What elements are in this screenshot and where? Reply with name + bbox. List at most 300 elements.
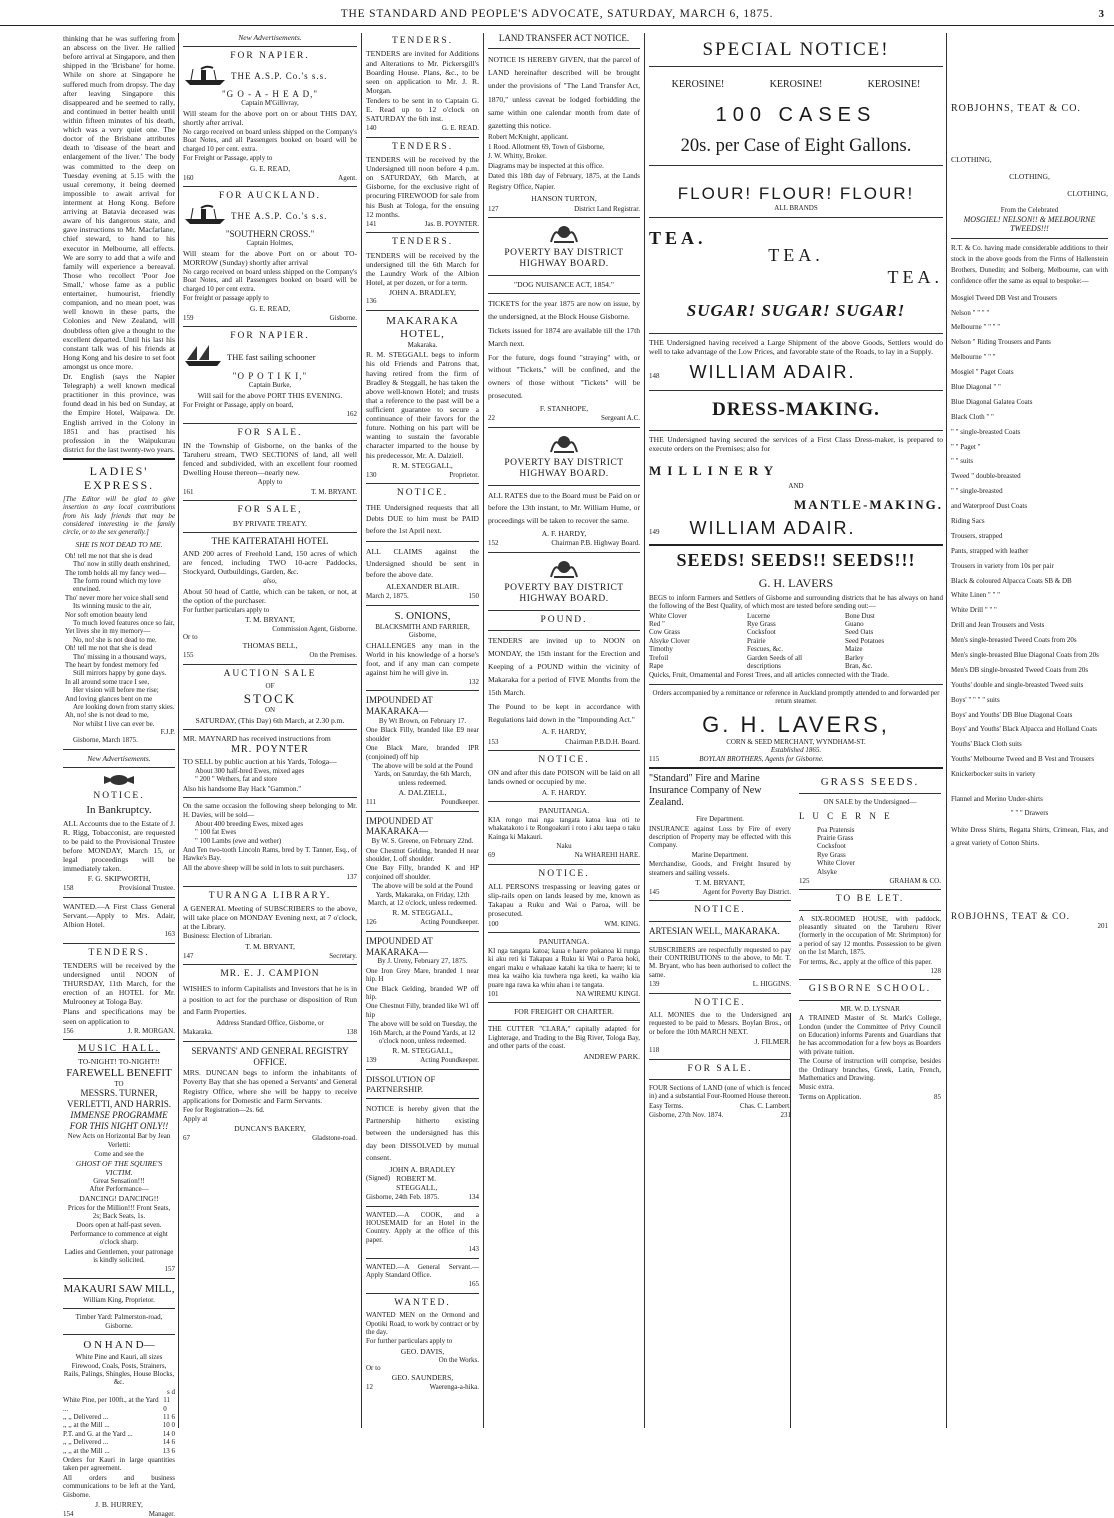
ad-text: WANTED MEN on the Ormond and Opotiki Road, to work by contract or by the day. [366, 1311, 479, 1336]
ad-number: 137 [346, 873, 357, 882]
list-item: Melbourne " " " [951, 353, 996, 362]
ad-number: 156 [63, 1026, 74, 1035]
schooner-icon [183, 344, 223, 370]
ad-role: Poundkeeper. [441, 798, 479, 807]
ad-role: Secretary. [329, 951, 357, 960]
ad-number: 69 [488, 851, 495, 860]
ad-line: " 100 Lambs (ewe and wether) [195, 836, 282, 845]
ad-signature: F. G. SKIPWORTH, [87, 874, 151, 884]
ad-text: BEGS to inform Farmers and Settlers of Gisborne and surrounding districts that he has always on hand the following of the Best Quality, of which most are tested before sending out:— [649, 593, 943, 611]
ad-line: STOCK [243, 690, 297, 706]
ad-text: One Chestnut Filly, branded like W1 off hip [366, 1002, 479, 1019]
ad-heading: MR. E. J. CAMPION [220, 969, 320, 980]
ad-heading: FOR SALE. [687, 1063, 753, 1074]
list-item: Blue Diagonal " " [951, 383, 1001, 391]
price-row: s d [167, 1387, 175, 1396]
grass-item: Prairie Grass [817, 833, 854, 842]
ad-role: Chairman P.B. Highway Board. [551, 539, 640, 548]
seed-item: Rye Grass [747, 620, 776, 629]
ad-line: FLOUR! FLOUR! FLOUR! [677, 183, 915, 203]
poem-line: Ah, no! she is not dead to me, [65, 711, 149, 720]
column-3 [363, 33, 482, 1428]
ad-number: 149 [649, 528, 660, 537]
ad-role: Provisional Trustee. [118, 884, 175, 893]
ad-signature: G. E. READ, [249, 303, 291, 313]
ad-text: A TRAINED Master of St. Mark's College, London (under the Committee of Privy Council on Education) informs Parents and Guardians that he has accommodation for a few boys as Boarders with private tuition. [799, 1014, 941, 1056]
ad-signature: WILLIAM ADAIR. [689, 518, 856, 539]
ad-text: For Freight or Passage, apply on board, [183, 400, 294, 409]
list-item: Mosgiel " Paget Coats [951, 368, 1014, 377]
ad-text: AND 200 acres of Freehold Land, 150 acres of which are fenced, including TWO 10-acre Paddocks, Stockyard, Outbuildings, Garden, &c. [183, 549, 357, 577]
ad-role: Acting Poundkeeper. [420, 1056, 479, 1065]
ad-text: Tenders to be sent in to Captain G. E. Read up to 12 o'clock on SATURDAY the 6th inst. [366, 95, 479, 124]
seed-item: Prairie [747, 636, 766, 645]
ad-line: Captain Burke, [248, 381, 292, 390]
ad-text: No cargo received on board unless shipped on the Company's Boat Notes, and all Passengers booked on board will be charged 10 per cent extra. [183, 267, 357, 293]
ad-line: " 200 " Wethers, fat and store [195, 775, 278, 784]
price-row: P.T. and G. at the Yard ... 14 0 [63, 1429, 175, 1438]
ad-text: TENDERS are invited for Additions and Alterations to Mr. Pickersgill's Boarding House. Plans, &c., to be seen on application to Mr. J. R. Morgan. [366, 49, 479, 95]
price-row: ,, ,, at the Mill ... 10 0 [63, 1421, 175, 1430]
page-number: 3 [1098, 8, 1104, 20]
ad-signature: DUNCAN'S BAKERY, [234, 1123, 306, 1133]
ad-text: IN the Township of Gisborne, on the banks of the Taruheru stream, TWO SECTIONS of land, all well fenced and subdivided, with an excellent four roomed Dwelling House thereon—nearly new. [183, 441, 357, 478]
ad-text: ALL RATES due to the Board must be Paid on or before the 13th instant, to Mr. William Hume, or proceedings will be taken to recover the same. [488, 490, 640, 526]
ad-text: One Chestnut Gelding, branded H near shoulder, L off shoulder. [366, 846, 479, 863]
ad-text: All the above sheep will be sold in lots to suit purchasers. [183, 863, 345, 872]
ad-text: Dated this 18th day of February, 1875, at the Lands Registry Office, Napier. [488, 172, 640, 192]
ad-line: Terms on Application. [799, 1092, 862, 1101]
ad-line: BLACKSMITH AND FARRIER, [375, 622, 470, 631]
ad-line: POUND. [540, 614, 588, 625]
ad-line: By J. Ureny, February 27, 1875. [377, 957, 468, 966]
ad-line: Marine Department. [691, 850, 749, 859]
ad-number: 136 [366, 297, 377, 306]
editor-note: [The Editor will be glad to give insertion to any local contributions from his lady friends that may be considered interesting in the family circle, or to the sex generally.] [63, 494, 175, 537]
masthead [0, 6, 1114, 26]
ad-number: 134 [468, 1193, 479, 1202]
ad-line: Gisborne, [408, 631, 437, 640]
ad-signature: L. HIGGINS. [752, 980, 791, 989]
ad-heading: TENDERS. [391, 237, 454, 248]
seed-item: Timothy [649, 645, 673, 654]
ad-line: AND [788, 482, 804, 491]
ad-line: THE A.S.P. Co.'s s.s. [231, 211, 328, 222]
ad-heading: WANTED. [394, 1297, 451, 1308]
clothing-list [951, 294, 1108, 779]
list-item: Boys' and Youths' Black Alpacca and Holland Coats [951, 725, 1098, 734]
ad-number: 231 [780, 1111, 791, 1120]
ad-text: And Ten two-tooth Lincoln Rams, bred by T. Tanner, Esq., of Hawke's Bay. [183, 846, 357, 863]
ad-line: Captain Holmes, [246, 239, 294, 248]
ad-heading: GRASS SEEDS. [820, 776, 920, 789]
ad-number: 132 [468, 678, 479, 686]
ad-line: CLOTHING, [1009, 172, 1050, 182]
ad-number: 157 [164, 1265, 175, 1274]
ad-heading: MAKARAKA HOTEL, [386, 314, 459, 340]
ad-text: J. W. Whitty, Broker. [488, 152, 547, 161]
ad-text: A GENERAL Meeting of SUBSCRIBERS to the above, will take place on MONDAY Evening next, at 7 o'clock, at the Library. [183, 904, 357, 932]
ad-text: For further particulars apply to [183, 606, 270, 615]
ad-heading: ROBJOHNS, TEAT & CO. [951, 103, 1081, 114]
ad-text: On the same occasion the following sheep belonging to Mr. H. Davies, will be sold— [183, 802, 357, 819]
ad-line: Great Sensation!!! [93, 1176, 145, 1185]
seed-item: Bone Dust [845, 611, 875, 620]
ad-heading: NOTICE. [538, 754, 590, 765]
ad-number: 138 [346, 1028, 357, 1037]
ad-line: About 400 breeding Ewes, mixed ages [195, 819, 304, 828]
ad-text: A SIX-ROOMED HOUSE, with paddock, pleasantly situated on the Taruheru River (formerly in the occupation of Mr. Shrimpton) for a period of say 12 months. Possession to be given on the 1st March, 1875. [799, 914, 941, 957]
ad-text: One Bay Filly, branded K and HP conjoined off shoulder. [366, 864, 479, 881]
ad-text: MRS. DUNCAN begs to inform the inhabitants of Poverty Bay that she has opened a Servants' and General Registry Office, where she will be happy to receive applications for Domestic and Farm Servants. [183, 1068, 357, 1105]
masthead-title: THE STANDARD AND PEOPLE'S ADVOCATE, SATURDAY, MARCH 6, 1875. [340, 8, 774, 20]
ad-text: One Black Mare, branded IPR (conjoined) off hip [366, 744, 479, 761]
ad-number: 115 [649, 754, 660, 763]
ad-text: ON and after this date POISON will be laid on all lands owned or occupied by me. [488, 768, 640, 787]
ad-line: OF [265, 682, 275, 691]
ad-line: About 300 half-bred Ewes, mixed ages [195, 766, 305, 775]
seed-item: White Clover [649, 611, 687, 620]
ad-signature: HANSON TURTON, [531, 194, 597, 204]
list-item: Men's DB single-breasted Tweed Coats from 20s [951, 665, 1089, 674]
ad-heading: POVERTY BAY DISTRICT HIGHWAY BOARD. [504, 248, 624, 270]
poem-line: Tho' now in stilly death enshrined, [73, 560, 170, 569]
ad-signature: R. M. STEGGALL, [392, 460, 453, 470]
poem-line: Are looking down from starry skies. [73, 702, 175, 711]
ad-text: THE Undersigned having received a Large Shipment of the above Goods, Settlers would do well to take advantage of the Low Prices, and favorable state of the Roads, to lay in a Supply. [649, 337, 943, 357]
ad-text: The above will be sold at the Pound Yards, Makaraka, on Friday, 12th March, at 12 o'clock, unless redeemed. [368, 882, 477, 907]
ad-heading: MUSIC HALL. [77, 1044, 161, 1055]
ad-heading: TURANGA LIBRARY. [208, 890, 332, 901]
ad-number: 158 [63, 884, 74, 893]
section-heading: LADIES' EXPRESS. [83, 464, 155, 493]
list-item: " " Paget " [951, 442, 981, 451]
ad-heading: FOR SALE. [237, 427, 303, 438]
ad-signature: R. M. STEGGALL, [392, 908, 453, 918]
ad-role: On the Works. [438, 1355, 479, 1364]
column-6 [948, 33, 1114, 1428]
kerosine-label: KEROSINE! [769, 78, 823, 90]
list-item: White Linen " " " [951, 591, 1001, 600]
ad-number: 145 [649, 888, 660, 897]
ad-number: 139 [649, 980, 660, 989]
ad-signature: GEO. SAUNDERS, [391, 1372, 454, 1382]
ad-text: One Black Gelding, branded WP off hip. [366, 984, 479, 1001]
ad-signature: ROBJOHNS, TEAT & CO. [951, 911, 1070, 922]
ad-text: NOTICE is hereby given that the Partnership hitherto existing between the undersigned has this day been DISSOLVED by mutual consent. [366, 1104, 479, 1162]
list-item: Trousers, strapped [951, 531, 1003, 540]
list-item: Riding Sacs [951, 517, 985, 526]
ad-number: 101 [488, 989, 499, 998]
ad-number: 150 [468, 592, 479, 601]
list-item: Trousers in variety from 10s per pair [951, 561, 1054, 570]
ad-signature: G. E. READ. [441, 124, 479, 133]
price-row: ,, ,, Delivered ... 11 6 [63, 1413, 175, 1422]
ad-heading: NOTICE. [93, 791, 145, 802]
ad-signature: WM. KING. [604, 919, 640, 928]
ad-signature: JOHN A. BRADLEY, [389, 288, 456, 298]
ad-text: KI nga tangata katoa; kaua e haere pokanoa ki runga ki aku reti ki Takapau a Ruku ki Wai o Paroa hoki, engari maku e whakaae katahi ka tika te haere; ki te mea ka waiho kia tuwhera nga keeti, ka waiho kia puare nga rawa ka whiu ahau i te tangata. [488, 947, 640, 989]
ad-number: 141 [366, 219, 377, 228]
ad-number: 139 [366, 1056, 377, 1065]
ad-text: All orders and business communications to be left at the Yard, Gisborne. [63, 1473, 175, 1499]
seed-item: Seed Potatoes [845, 636, 885, 645]
ad-line: 100 CASES [715, 103, 877, 126]
ad-line: DANCING! DANCING!! [79, 1193, 159, 1203]
list-item: " " single-breasted [951, 487, 1003, 496]
ad-heading: G. H. LAVERS, [702, 711, 890, 737]
ad-line: William King, Proprietor. [83, 1295, 155, 1304]
ad-line: CLOTHING, [1067, 189, 1108, 199]
ad-role: Acting Poundkeeper. [420, 918, 479, 927]
ad-text: Orders accompanied by a remittance or reference in Auckland promptly attended to and forwarded per return steamer. [652, 688, 940, 706]
ad-text: FOUR Sections of LAND (one of which is fenced in) and a substantial Four-Roomed House thereon. [649, 1084, 791, 1101]
ad-number: 147 [183, 951, 194, 960]
ad-signature: ALEXANDER BLAIR. [386, 582, 459, 592]
ad-text: WANTED.—A COOK, and a HOUSEMAID for an Hotel in the Country. Apply at the office of this paper. [366, 1210, 479, 1244]
list-item: Nelson " Riding Trousers and Pants [951, 338, 1051, 347]
ad-heading: LAND TRANSFER ACT NOTICE. [498, 33, 630, 43]
ad-number: 12 [366, 1382, 373, 1391]
ad-text: THE CUTTER "CLARA," capitally adapted for Lighterage, and Trading to the Big River, Tologa Bay, and other parts of the coast. [488, 1025, 640, 1051]
ad-heading: IMPOUNDED AT MAKARAKA— [366, 695, 433, 717]
steamship-icon [183, 204, 227, 228]
ad-line: THE fast sailing schooner [227, 352, 316, 363]
price-row: ,, ,, Delivered ... 14 6 [63, 1438, 175, 1447]
poem-line: The heart by fondest memory fed [65, 660, 159, 669]
ad-line: Captain M'Gillivray, [241, 99, 299, 108]
ad-line: Established 1865. [770, 746, 822, 755]
poem-line: Still mirrors happy by gone days. [73, 669, 167, 678]
list-item: Tweed " double-breasted [951, 472, 1021, 481]
ad-signature: THOMAS BELL, [242, 641, 298, 651]
ad-heading: POVERTY BAY DISTRICT HIGHWAY BOARD. [504, 582, 624, 605]
ad-text: ALL CLAIMS against the Undersigned should be sent in before the above date. [366, 546, 479, 580]
poem-line: And loving glances bent on me [65, 694, 153, 703]
ad-signature: J. R. MORGAN. [127, 1026, 175, 1035]
ad-line: MOSGIEL! NELSON!! & MELBOURNE TWEEDS!!! [963, 214, 1096, 234]
ad-role: Commission Agent, Gisborne. [272, 624, 357, 633]
ad-heading: TENDERS. [391, 36, 454, 46]
ad-line: TEA. [887, 266, 943, 287]
ad-heading: DISSOLUTION OF PARTNERSHIP. [366, 1073, 436, 1095]
list-item: Black & coloured Alpacca Coats SB & DB [951, 576, 1072, 585]
ad-role: Gisborne. [329, 313, 357, 322]
ad-signature: Chas. C. Lambert. [739, 1101, 791, 1110]
poem-line: The form round which my love entwined. [73, 577, 161, 594]
ad-line: FAREWELL BENEFIT [66, 1066, 172, 1079]
ad-number: 201 [1097, 922, 1108, 931]
poem-line: Its winning music to the air, [73, 602, 152, 611]
ad-heading: NOTICE. [396, 488, 449, 499]
ad-line: TEA. [768, 245, 824, 266]
ad-text: One Black Filly, branded like E9 near shoulder [366, 726, 479, 743]
ad-signature: J. FILMER. [754, 1037, 791, 1047]
ad-text: For the future, dogs found "straying" with, or without "Tickets," will be confined, and the owners of those without "Tickets" will be prosecuted. [488, 352, 640, 401]
ad-text: Fee for Registration—2s. 6d. [183, 1105, 265, 1114]
ad-signature: G. E. READ, [249, 163, 291, 173]
section-label: New Advertisements. [87, 753, 151, 763]
ad-signature: T. M. BRYANT. [311, 487, 357, 496]
list-item: and Waterproof Dust Coats [951, 502, 1028, 511]
list-item: " " suits [951, 457, 974, 466]
ad-line: ON SALE by the Undersigned— [823, 798, 917, 807]
ad-signature: ANDREW PARK. [583, 1051, 640, 1061]
list-item: Melbourne " " " " [951, 323, 1001, 332]
ad-number: 152 [488, 539, 499, 548]
ad-signature: JOHN A. BRADLEY [389, 1164, 456, 1174]
ad-heading: NOTICE. [694, 997, 746, 1008]
ad-text: Address Standard Office, Gisborne, or [216, 1018, 324, 1027]
ad-role: On the Premises. [309, 651, 357, 660]
grass-item: Alsyke [817, 867, 837, 876]
ad-heading: MAKAURI SAW MILL, [63, 1282, 175, 1295]
ad-text: TICKETS for the year 1875 are now on issue, by the undersigned, at the Block House Gisborne. [488, 298, 640, 321]
ad-text: CHALLENGES any man in the World in his knowledge of a horse's foot, and if any man can compete against him he will give in. [366, 640, 479, 677]
seed-item: Barley [845, 653, 864, 662]
ad-line: IMMENSE PROGRAMME FOR THIS NIGHT ONLY!! [69, 1109, 169, 1131]
ad-line: THE KAITERATAHI HOTEL [211, 536, 329, 547]
ad-signature: A. F. HARDY, [541, 727, 587, 737]
ad-number: 154 [63, 1510, 74, 1518]
seed-item: Cocksfoot [747, 628, 776, 637]
ad-signature: WILLIAM ADAIR. [689, 362, 856, 383]
ad-heading: S. ONIONS, [394, 609, 451, 622]
kerosine-label: KEROSINE! [671, 78, 725, 90]
ad-heading: SEEDS! SEEDS!! SEEDS!!! [676, 549, 916, 570]
grass-item: White Clover [817, 859, 855, 868]
ad-line: L U C E R N E [799, 810, 893, 821]
ad-text: THE Undersigned requests that all Debts DUE to him must be PAID before the 1st April next. [366, 502, 479, 536]
seed-item: Trefoil [649, 653, 669, 662]
ad-number: 143 [468, 1245, 479, 1254]
ad-text: TENDERS will be received by the Undersigned till noon before 4 p.m. on SATURDAY, 6th March, at Gisborne, for the exclusive right of procuring FIREWOOD for sale from his Bush at Tologa, for the ensuing 12 months. [366, 155, 479, 219]
ad-heading: TENDERS. [391, 141, 454, 152]
ad-line: After Performance— [89, 1185, 149, 1194]
poem-line: In all around some trace I see, [65, 677, 150, 686]
ad-heading: IMPOUNDED AT MAKARAKA— [366, 935, 433, 957]
ad-number: 128 [930, 967, 941, 976]
ad-line: Doors open at half-past seven. Performance to commence at eight o'clock sharp. [70, 1221, 168, 1247]
ad-line: Music extra. [799, 1083, 834, 1092]
ship-name: "G O - A - H E A D," [221, 88, 319, 99]
ad-line: By Wt Brown, on February 17. [378, 716, 467, 725]
poem-line: Nor soft emotion beauty lend [65, 610, 148, 619]
ad-line: O N H A N D— [83, 1339, 155, 1352]
grass-item: Rye Grass [817, 850, 846, 859]
ad-heading: FOR AUCKLAND. [218, 191, 321, 202]
ad-text: One Iron Grey Mare, branded 1 near hip. H [366, 966, 479, 984]
ad-line: Easy Terms. [649, 1101, 684, 1110]
ad-signature: Jas. B. POYNTER. [424, 219, 479, 228]
ad-text: Diagrams may be inspected at this office. [488, 161, 604, 170]
ad-line: Apply to [257, 478, 283, 487]
ad-heading: DRESS-MAKING. [712, 398, 880, 420]
ad-number: 160 [183, 173, 194, 182]
list-item: " " single-breasted Coats [951, 427, 1021, 436]
ad-date: Gisborne, 27th Nov. 1874. [649, 1111, 724, 1120]
ad-role: District Land Registrar. [574, 204, 640, 213]
list-item: Men's single-breasted Tweed Coats from 20s [951, 636, 1077, 645]
ad-number: 140 [366, 124, 377, 133]
ad-line: BY PRIVATE TREATY. [232, 518, 308, 528]
list-item: Youths' double and single-breasted Tweed suits [951, 680, 1084, 689]
ad-text: For terms, &c., apply at the office of this paper. [799, 957, 933, 966]
ad-text: SUBSCRIBERS are respectfully requested to pay their CONTRIBUTIONS to the above, to Mr. T. M. Bryant, who has been authorised to collect the same. [649, 945, 791, 979]
ad-line: Prices for the Million!!! Front Seats, 2s; Back Seats, 1s. [67, 1203, 171, 1221]
poem-line: Tho' never more her voice shall send [65, 593, 169, 602]
seed-item: Rape [649, 662, 664, 671]
ad-role: Chairman P.B.D.H. Board. [565, 737, 640, 746]
seed-item: Lucerne [747, 611, 770, 620]
poem-line: Tho' missing in a thousand ways, [73, 652, 167, 661]
kerosine-row [649, 79, 943, 91]
ad-heading: IMPOUNDED AT MAKARAKA— [366, 815, 433, 837]
royal-arms-icon [488, 222, 640, 246]
ad-heading: TO BE LET. [835, 894, 905, 905]
ad-line: ALL BRANDS [774, 204, 818, 213]
ad-signature: Na WHAREHI HARE. [574, 851, 640, 860]
ad-number: 165 [468, 1280, 479, 1289]
list-item: White Dress Shirts, Regatta Shirts, Crimean, Flax, and a great variety of Cotton Shirts. [951, 825, 1108, 848]
ad-heading: FOR NAPIER. [230, 331, 310, 342]
ad-signature: T. M. BRYANT, [245, 615, 295, 625]
ad-line: (Signed) [366, 1174, 391, 1183]
ad-heading: SERVANTS' AND GENERAL REGISTRY OFFICE. [191, 1045, 349, 1067]
ad-line: Naku [556, 841, 572, 850]
list-item: Youths' Melbourne Tweed and B Vest and Trousers [951, 755, 1095, 764]
ad-subheading: In Bankruptcy. [86, 804, 152, 817]
ad-text: TENDERS are invited up to NOON on MONDAY, the 15th instant for the Erection and Keeping of a POUND within the vicinity of Makaraka for a period of FIVE Months from the 15th March. [488, 636, 640, 697]
ad-signature: NA WIREMU KINGI. [576, 989, 640, 998]
ad-text: The Pound to be kept in accordance with Regulations laid down in the "Impounding Act." [488, 701, 640, 724]
ad-heading: POVERTY BAY DISTRICT HIGHWAY BOARD. [504, 457, 624, 480]
ad-number: 22 [488, 414, 495, 423]
list-item: Pants, strapped with leather [951, 546, 1029, 555]
ad-role: Proprietor. [449, 470, 479, 479]
column-rule [178, 33, 179, 1428]
ad-number: 155 [183, 651, 194, 660]
poem-title: SHE IS NOT DEAD TO ME. [75, 539, 163, 549]
ad-text: Orders for Kauri in large quantities taken per agreement. [63, 1455, 175, 1473]
kerosine-label: KEROSINE! [867, 78, 921, 90]
ad-role: Manager. [148, 1510, 175, 1518]
list-item: Boys' and Youths' DB Blue Diagonal Coats [951, 710, 1073, 719]
column-rule [644, 33, 645, 1428]
grass-item: Cocksfoot [817, 842, 846, 851]
ad-text: R. M. STEGGALL begs to inform his old Friends and Patrons that, having retired from the firm of Bradley & Steggall, he has taken the above well-known Hotel; and trusts that a reference to the past will be a sufficient guarantee to secure a continuance of their favors for the future. Nothing on his part will be wanting to sustain the favorable character imparted to the house by his predecessor, Mr. A. Dalziell. [366, 350, 479, 460]
price-row: ,, ,, at the Mill ... 13 6 [63, 1446, 175, 1455]
column-1 [60, 33, 178, 1518]
ad-line: TO-NIGHT! TO-NIGHT!! [78, 1057, 160, 1067]
ad-number: 153 [488, 737, 499, 746]
ad-line: also, [263, 577, 277, 586]
list-item: White Drill " " " [951, 606, 997, 615]
ad-signature: F. STANHOPE, [539, 404, 589, 414]
list-item: Nelson " " " " [951, 308, 990, 317]
list-item: Knickerbocker suits in variety [951, 770, 1036, 779]
ad-signature: GRAHAM & CO. [889, 876, 941, 885]
ad-text: Will steam for the above Port on or about TO-MORROW (Sunday) shortly after arrival [183, 248, 357, 267]
ad-text: Will sail for the above PORT THIS EVENING. [197, 390, 343, 400]
ad-heading: FOR NAPIER. [230, 51, 310, 62]
ad-signature: A. F. HARDY. [541, 787, 587, 797]
poem-signature: F.J.P. [160, 728, 175, 737]
ad-line: G. H. LAVERS [758, 575, 834, 590]
royal-arms-icon [488, 557, 640, 581]
poem-line: Oh! tell me not that she is dead [65, 551, 153, 560]
seed-item: Maize [845, 645, 863, 654]
